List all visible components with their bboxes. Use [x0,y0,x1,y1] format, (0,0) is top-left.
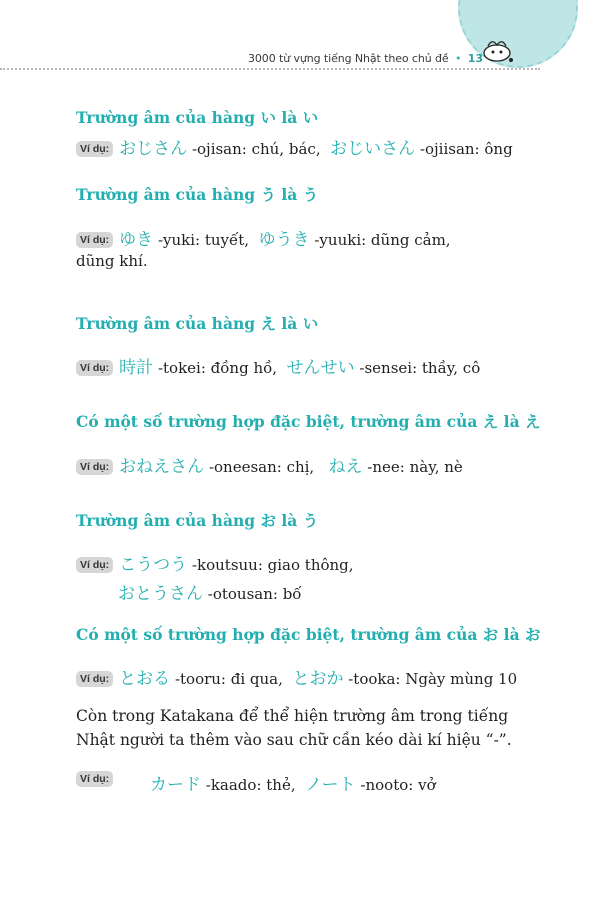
page-number: 13 [467,52,483,65]
example-row [76,225,451,250]
romaji-meaning: -tooka: Ngày mùng 10 [343,670,518,688]
example-badge: Ví dụ: [76,557,113,573]
japanese-word: こうつう [119,555,188,575]
romaji-meaning: -nee: này, nè [362,458,463,476]
japanese-word: カード [150,775,201,795]
japanese-word: おとうさん [118,584,203,604]
romaji-meaning: -ojisan: chú, bác, [187,140,321,158]
example-row [76,452,463,477]
section-heading: Trường âm của hàng お là う [76,511,319,530]
example-badge: Ví dụ: [76,232,113,248]
section-heading: Trường âm của hàng え là い [76,314,319,333]
example-row [76,770,119,788]
example-row [76,353,480,378]
example-row [76,664,517,689]
japanese-word: とおる [119,669,171,689]
continuation-text: dũng khí. [76,252,148,270]
example-row [118,579,302,604]
mascot-icon [480,36,514,64]
romaji-meaning: -kaado: thẻ, [201,776,296,794]
romaji-meaning: -ojiisan: ông [415,140,513,158]
paragraph-line: Nhật người ta thêm vào sau chữ cần kéo dài kí hiệu “-”. [76,731,512,749]
section-heading: Có một số trường hợp đặc biệt, trường âm của お là お [76,625,541,644]
paragraph-line: Còn trong Katakana để thể hiện trường âm trong tiếng [76,707,509,725]
romaji-meaning: -nooto: vở [355,776,436,794]
header-divider [0,68,540,70]
romaji-meaning: -oneesan: chị, [204,458,315,476]
japanese-word: おじさん [119,139,188,159]
romaji-meaning: -yuuki: dũng cảm, [309,231,451,249]
japanese-word: とおか [292,669,344,689]
romaji-meaning: -otousan: bố [203,585,302,603]
example-row [150,770,436,795]
book-title: 3000 từ vựng tiếng Nhật theo chủ đề [248,52,449,65]
romaji-meaning: -sensei: thầy, cô [354,359,481,377]
romaji-meaning: -tooru: đi qua, [170,670,283,688]
header-separator: • [454,52,462,65]
romaji-meaning: -koutsuu: giao thông, [187,556,354,574]
page-header [248,52,483,65]
japanese-word: おじいさん [330,139,416,159]
japanese-word: ノート [305,775,356,795]
example-badge: Ví dụ: [76,459,113,475]
example-badge: Ví dụ: [76,771,113,787]
section-heading: Trường âm của hàng う là う [76,185,319,204]
japanese-word: ねえ [328,457,363,477]
japanese-word: 時計 [119,358,154,378]
romaji-meaning: -yuki: tuyết, [153,231,250,249]
example-badge: Ví dụ: [76,141,113,157]
japanese-word: ゆうき [258,230,310,250]
japanese-word: おねえさん [119,457,205,477]
section-heading: Trường âm của hàng い là い [76,108,319,127]
example-row [76,134,513,159]
section-heading: Có một số trường hợp đặc biệt, trường âm của え là え [76,412,541,431]
japanese-word: ゆき [119,230,154,250]
example-badge: Ví dụ: [76,360,113,376]
japanese-word: せんせい [286,358,355,378]
example-row [76,550,354,575]
romaji-meaning: -tokei: đồng hồ, [153,359,278,377]
example-badge: Ví dụ: [76,671,113,687]
